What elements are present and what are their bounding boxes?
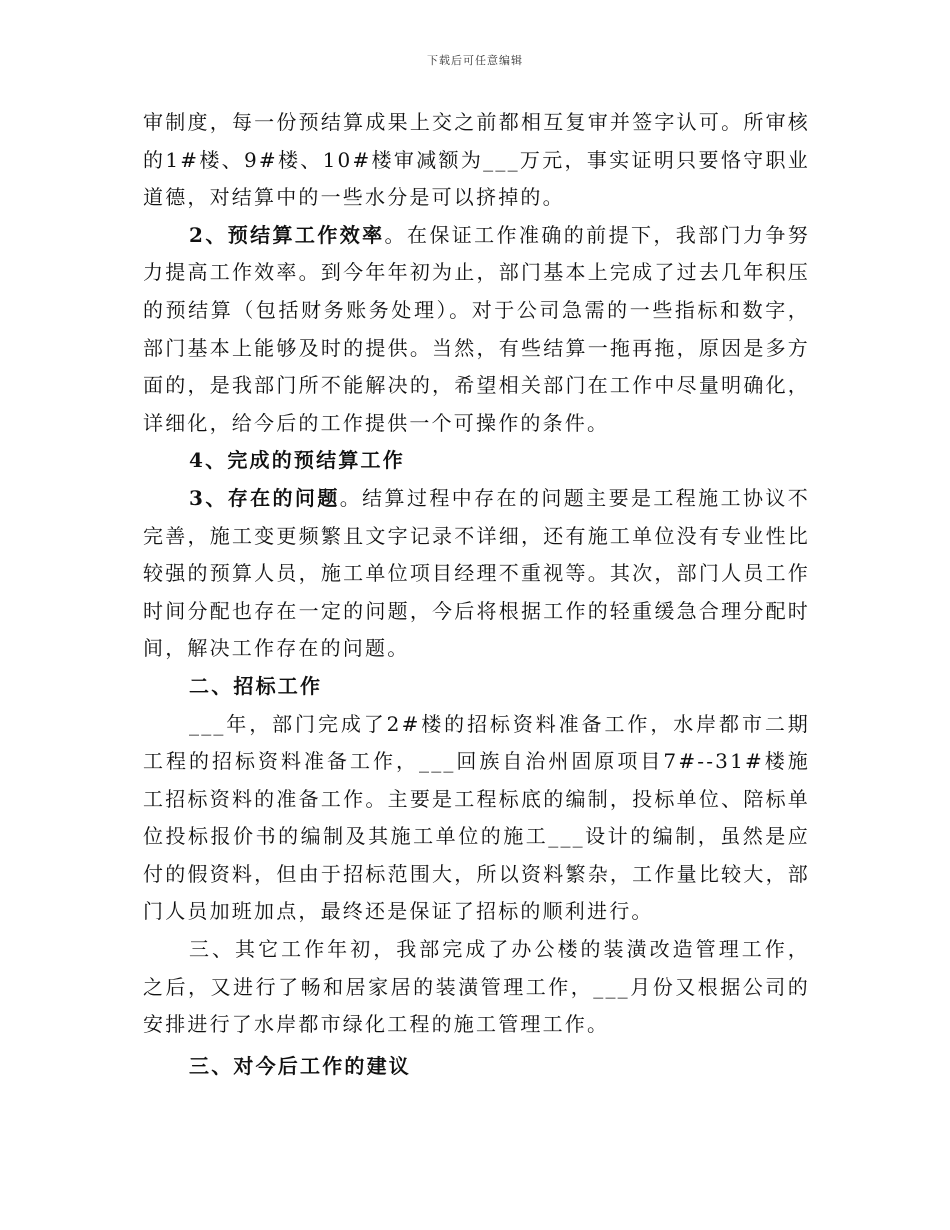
paragraph-problems-body: 。结算过程中存在的问题主要是工程施工协议不完善，施工变更频繁且文字记录不详细，还有施工单位没有专业性比较强的预算人员，施工单位项目经理不重视等。其次，部门人员工作时间分配也存在一定的问题，今后将根据工作的轻重缓急合理分配时间，解决工作存在的问题。 (143, 485, 810, 661)
paragraph-problems (143, 480, 810, 668)
document-body (143, 104, 810, 1085)
heading-completed-work: 4、完成的预结算工作 (189, 448, 405, 473)
paragraph-efficiency-body: 。在保证工作准确的前提下，我部门力争努力提高工作效率。到今年年初为止，部门基本上完成了过去几年积压的预结算（包括财务账务处理）。对于公司急需的一些指标和数字，部门基本上能够及时的提供。当然，有些结算一拖再拖，原因是多方面的，是我部门所不能解决的，希望相关部门在工作中尽量明确化，详细化，给今后的工作提供一个可操作的条件。 (143, 222, 810, 435)
section-title-problems: 3、存在的问题 (189, 485, 340, 510)
section-title-efficiency: 2、预结算工作效率 (189, 222, 385, 247)
heading-bidding-work: 二、招标工作 (189, 673, 323, 698)
paragraph-other-work: 三、其它工作年初，我部完成了办公楼的装潢改造管理工作，之后，又进行了畅和居家居的装潢管理工作，___月份又根据公司的安排进行了水岸都市绿化工程的施工管理工作。 (143, 937, 810, 1037)
paragraph-audit-system: 审制度，每一份预结算成果上交之前都相互复审并签字认可。所审核的1#楼、9#楼、10#楼审减额为___万元，事实证明只要恪守职业道德，对结算中的一些水分是可以挤掉的。 (143, 110, 810, 210)
paragraph-efficiency (143, 217, 810, 443)
page-header: 下载后可任意编辑 (427, 54, 523, 67)
heading-suggestions: 三、对今后工作的建议 (189, 1053, 411, 1078)
paragraph-bidding: ___年，部门完成了2#楼的招标资料准备工作，水岸都市二期工程的招标资料准备工作，___回族自治州固原项目7#--31#楼施工招标资料的准备工作。主要是工程标底的编制，投标单位、陪标单位投标报价书的编制及其施工单位的施工___设计的编制，虽然是应付的假资料，但由于招标范围大，所以资料繁杂，工作量比较大，部门人员加班加点，最终还是保证了招标的顺利进行。 (143, 711, 810, 924)
